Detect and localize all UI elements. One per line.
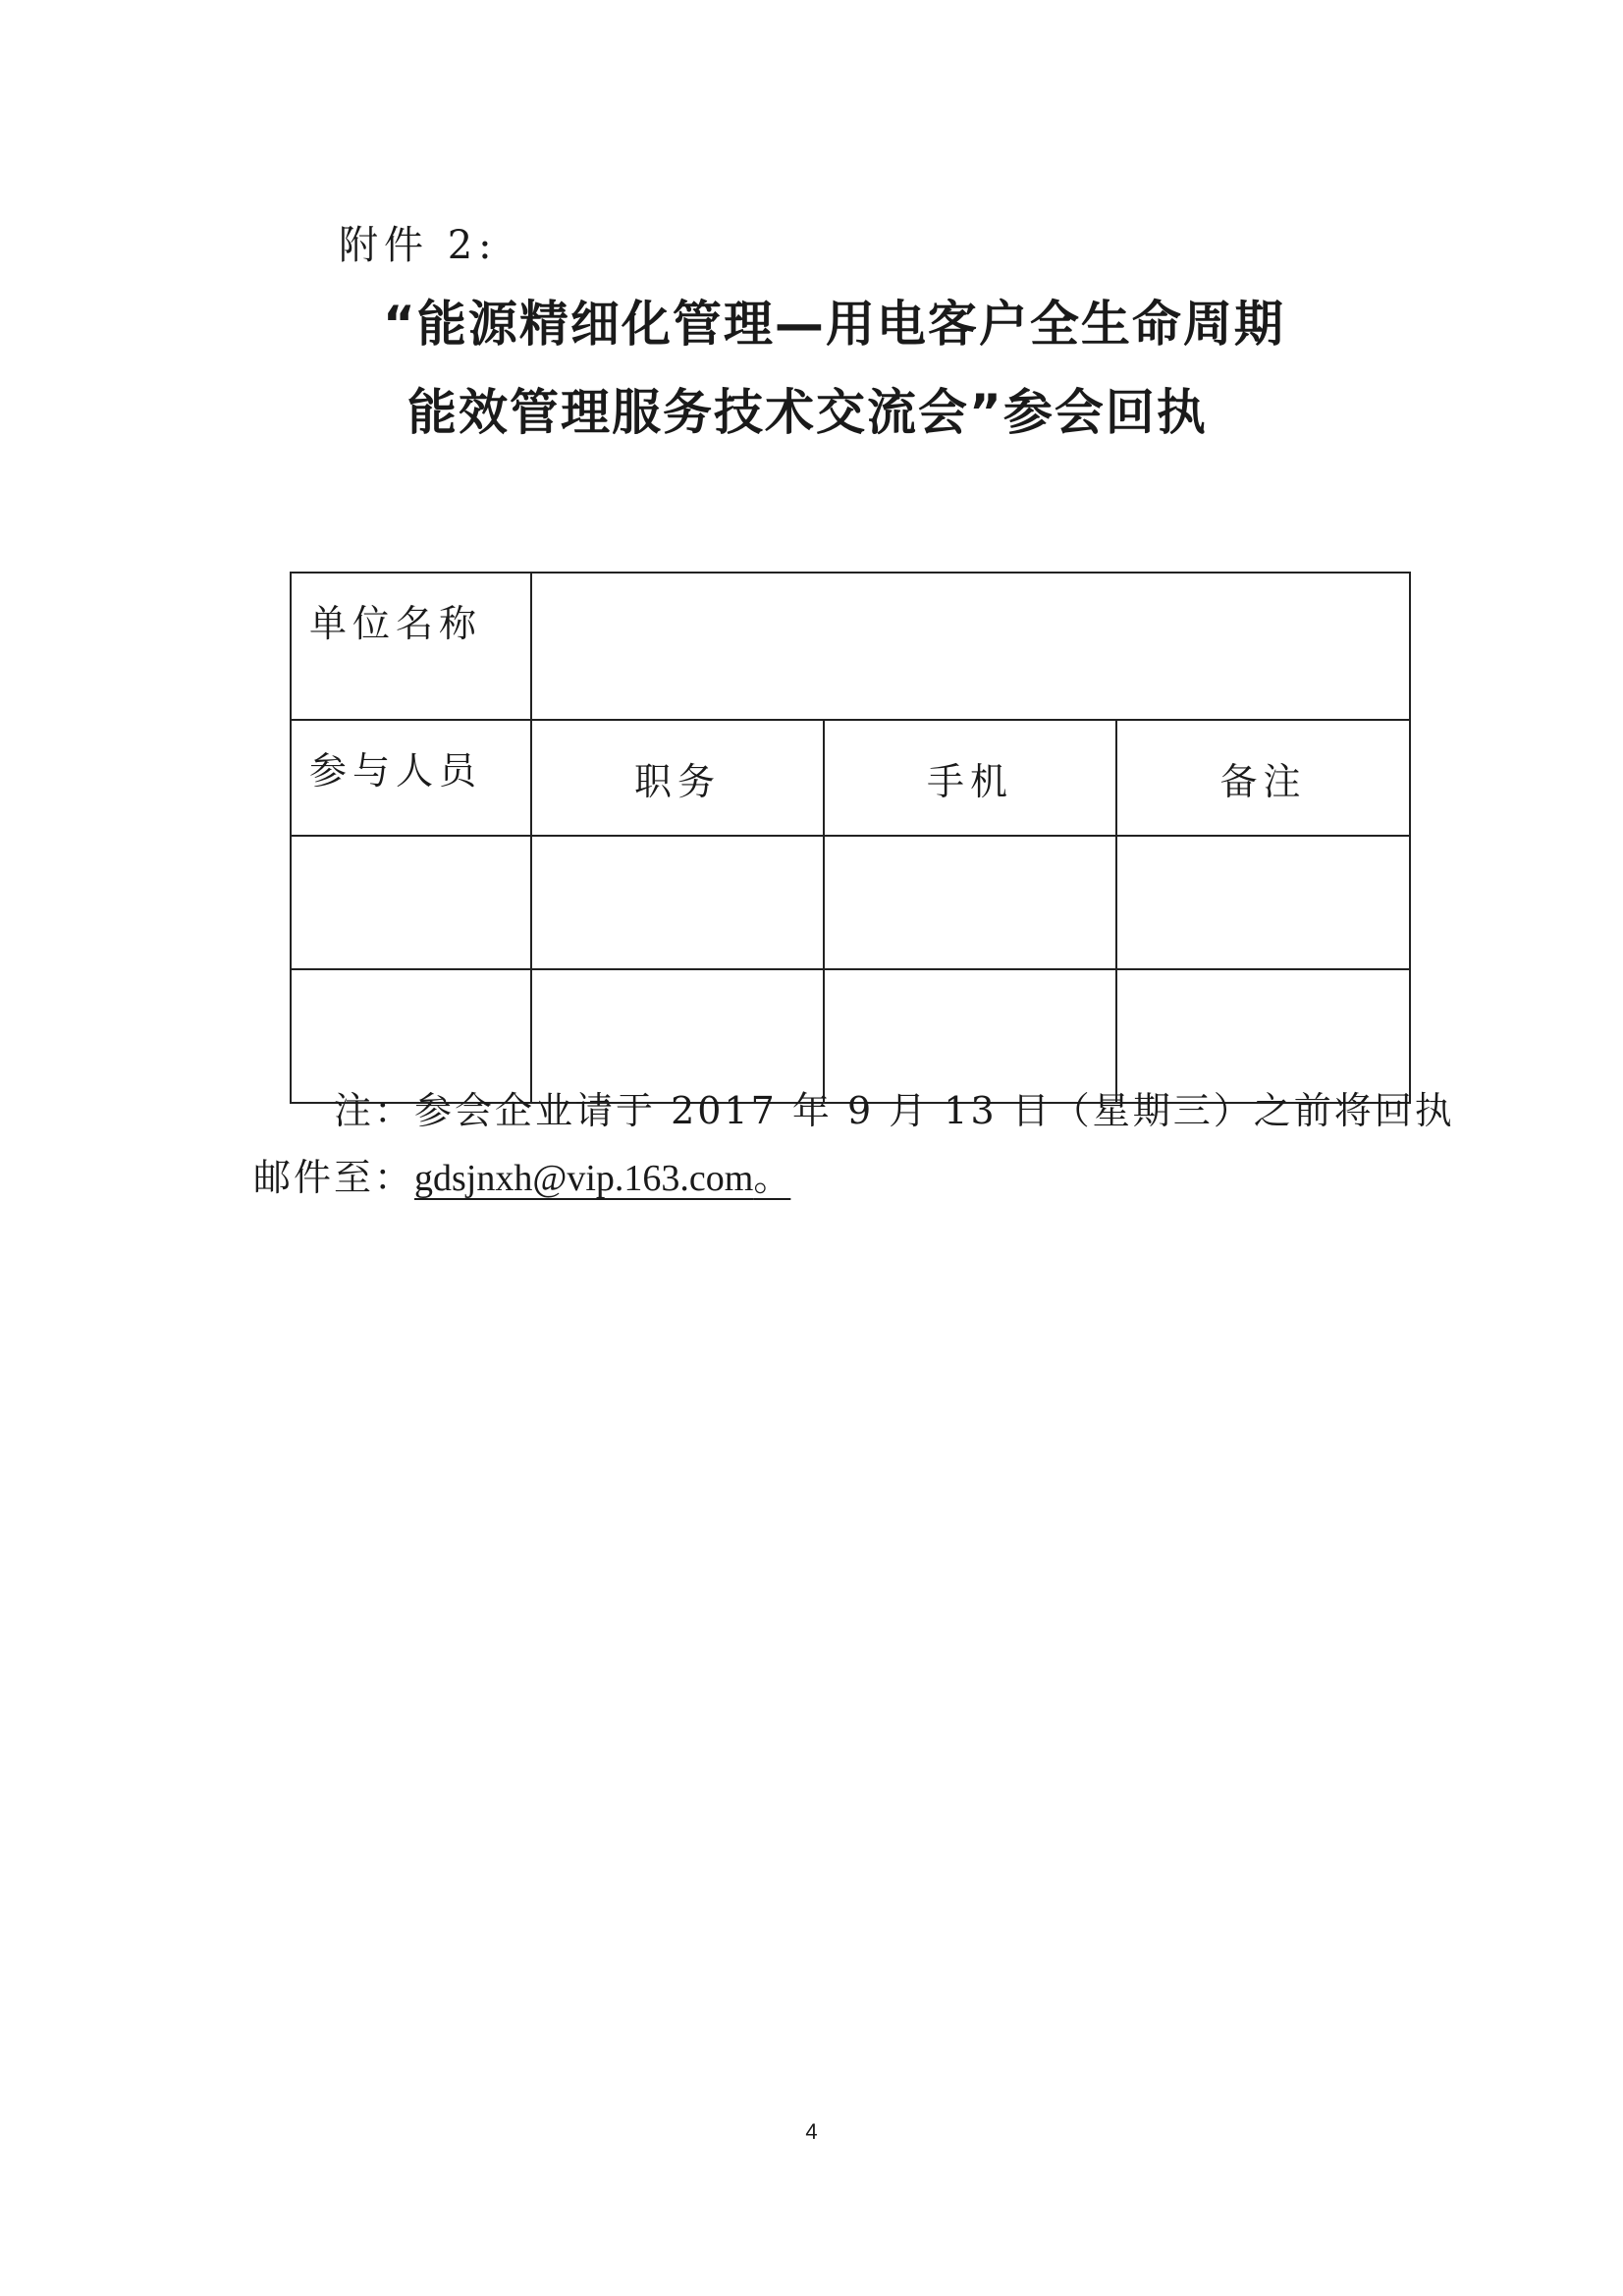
note-line-1: 注：参会企业请于 2017 年 9 月 13 日（星期三）之前将回执	[334, 1089, 1455, 1132]
document-title-line-1: “能源精细化管理—用电客户全生命周期	[383, 296, 1285, 353]
table-row	[291, 836, 1410, 969]
email-address: gdsjnxh@vip.163.com	[414, 1158, 754, 1199]
registration-form-table	[290, 572, 1411, 1104]
mobile-cell[interactable]	[824, 836, 1116, 969]
unit-name-row	[291, 573, 1410, 720]
email-prefix: 邮件至：	[253, 1156, 415, 1199]
email-suffix: 。	[753, 1158, 791, 1199]
note-line-2	[253, 1147, 790, 1201]
unit-name-field[interactable]	[531, 573, 1410, 720]
header-position: 职务	[531, 720, 824, 836]
email-link[interactable]	[414, 1158, 790, 1199]
table-header-row	[291, 720, 1410, 836]
attachment-label: 附件 2:	[339, 223, 498, 268]
header-participant: 参与人员	[291, 720, 531, 836]
unit-name-label: 单位名称	[291, 573, 531, 720]
remarks-cell[interactable]	[1116, 836, 1410, 969]
header-mobile: 手机	[824, 720, 1116, 836]
page-number: 4	[805, 2119, 818, 2144]
document-title-line-2: 能效管理服务技术交流会”参会回执	[407, 384, 1208, 441]
header-remarks: 备注	[1116, 720, 1410, 836]
participant-cell[interactable]	[291, 836, 531, 969]
position-cell[interactable]	[531, 836, 824, 969]
